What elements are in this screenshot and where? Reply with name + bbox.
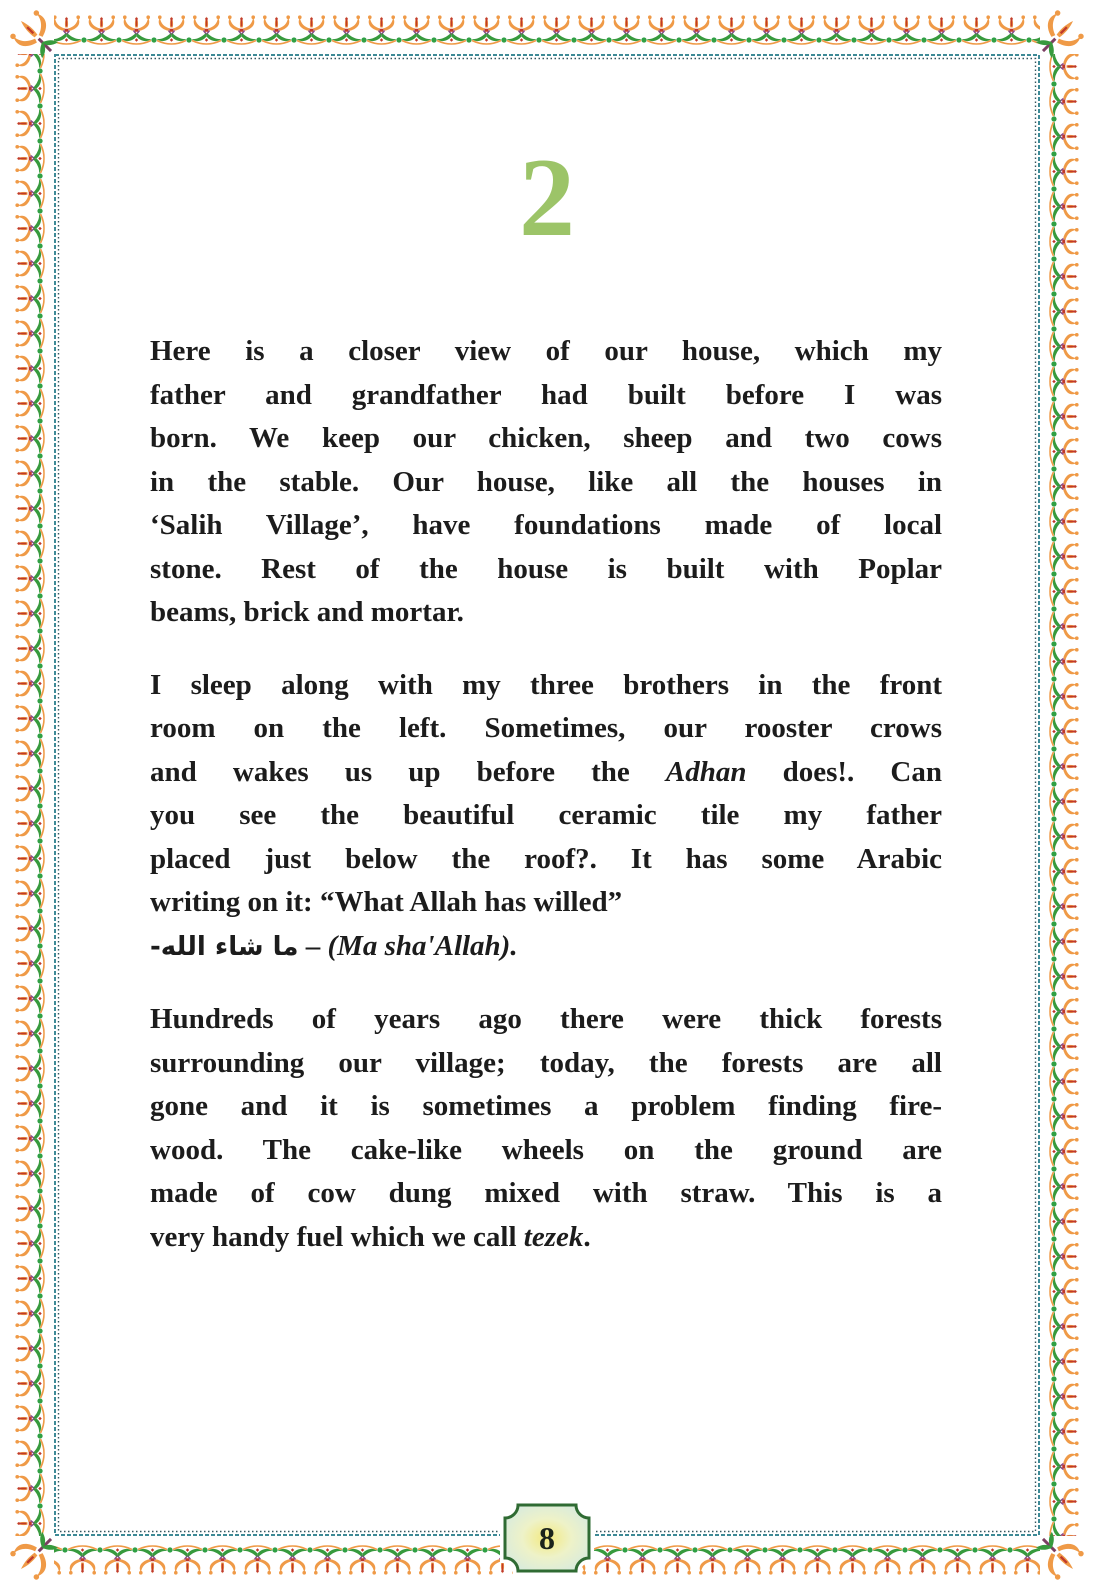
- body-text: room on the left. Sometimes, our rooster crows: [150, 712, 942, 744]
- body-text: surrounding our village; today, the forests are all: [150, 1046, 942, 1079]
- paragraph: [150, 330, 942, 635]
- body-text: you see the beautiful ceramic tile my father: [150, 799, 942, 831]
- text-line: [150, 664, 942, 708]
- text-line: [150, 1085, 942, 1129]
- text-line: [150, 1216, 942, 1260]
- text-line: [150, 707, 942, 751]
- body-text: writing on it: “What Allah has willed”: [150, 886, 623, 918]
- text-line: [150, 1172, 942, 1216]
- body-text: I sleep along with my three brothers in the front: [150, 668, 942, 701]
- text-line: [150, 881, 942, 925]
- body-text: stone. Rest of the house is built with Poplar: [150, 552, 942, 585]
- body-text: placed just below the roof?. It has some Arabic: [150, 842, 942, 875]
- border-top: [54, 14, 1040, 54]
- text-block: [150, 330, 942, 1288]
- border-right: [1040, 54, 1080, 1536]
- body-text: ‘Salih Village’, have foundations made of local: [150, 509, 942, 541]
- arabic-text: ما شاء الله-: [150, 931, 299, 962]
- text-line: [150, 794, 942, 838]
- text-line: [150, 751, 942, 795]
- text-line: [150, 504, 942, 548]
- body-text: born. We keep our chicken, sheep and two cows: [150, 422, 942, 454]
- page-number-badge: [505, 1505, 589, 1571]
- body-text: made of cow dung mixed with straw. This is a: [150, 1177, 942, 1209]
- chapter-number: 2: [519, 136, 575, 260]
- text-line: [150, 374, 942, 418]
- italic-text: (Ma sha'Allah).: [327, 929, 518, 962]
- page-number: 8: [539, 1520, 555, 1556]
- body-text: Hundreds of years ago there were thick forests: [150, 1003, 942, 1035]
- text-line: [150, 591, 942, 635]
- paragraph: [150, 664, 942, 970]
- italic-text: Adhan: [665, 755, 747, 788]
- text-line: [150, 330, 942, 374]
- body-text: does!. Can: [746, 755, 942, 788]
- body-text: and wakes us up before the: [150, 755, 666, 788]
- italic-text: tezek: [523, 1220, 584, 1253]
- body-text: very handy fuel which we call: [150, 1220, 524, 1253]
- text-line: [150, 548, 942, 592]
- body-text: Here is a closer view of our house, which my: [150, 335, 942, 367]
- text-line: [150, 1129, 942, 1173]
- text-line: [150, 1042, 942, 1086]
- text-line: [150, 417, 942, 461]
- body-text: .: [583, 1220, 591, 1253]
- body-text: –: [298, 929, 328, 962]
- text-line: [150, 998, 942, 1042]
- body-text: father and grandfather had built before I was: [150, 378, 942, 411]
- text-line: [150, 925, 942, 970]
- text-line: [150, 461, 942, 505]
- body-text: beams, brick and mortar.: [150, 596, 464, 628]
- text-line: [150, 838, 942, 882]
- body-text: in the stable. Our house, like all the houses in: [150, 465, 942, 498]
- body-text: gone and it is sometimes a problem finding fire-: [150, 1090, 942, 1122]
- paragraph: [150, 998, 942, 1259]
- border-left: [14, 54, 54, 1536]
- body-text: wood. The cake-like wheels on the ground are: [150, 1133, 942, 1166]
